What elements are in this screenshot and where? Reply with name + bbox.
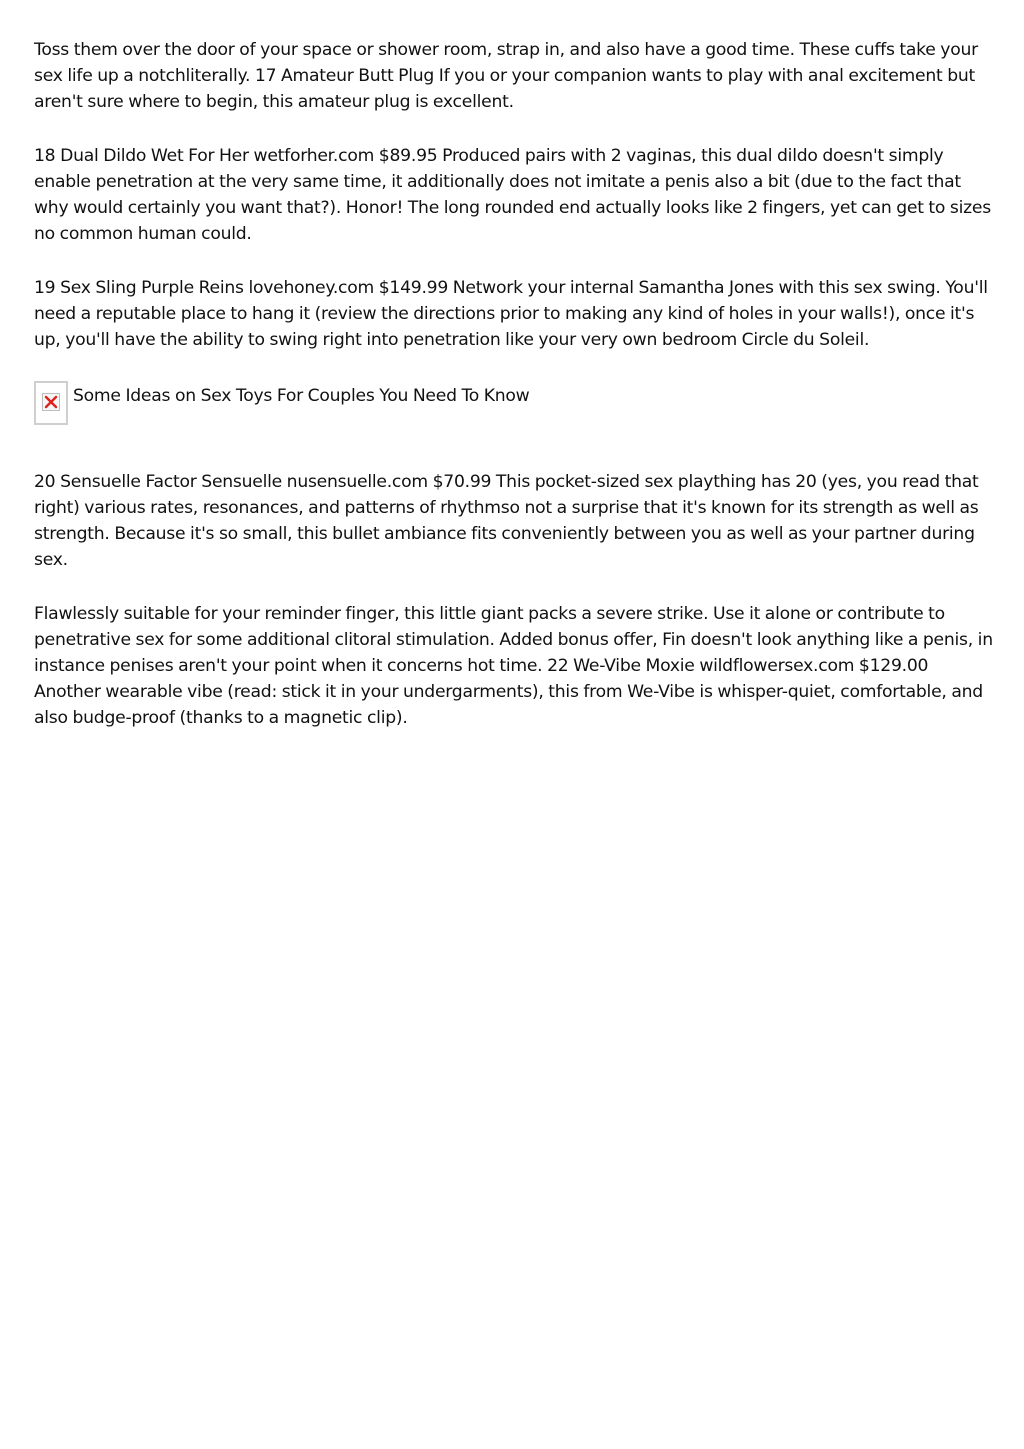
document-page (34, 37, 996, 759)
broken-image-icon (34, 381, 68, 425)
paragraph-1: Toss them over the door of your space or shower room, strap in, and also have a good time. These cuffs take your sex life up a notchliterally. 17 Amateur Butt Plug If you or your companion wants to play with anal excitement but aren't sure where to begin, this amateur plug is excellent. (34, 40, 978, 112)
paragraph-2: 18 Dual Dildo Wet For Her wetforher.com $89.95 Produced pairs with 2 vaginas, this dual dildo doesn't simply enable penetration at the very same time, it additionally does not imitate a penis also a bit (due to the fact that why would certainly you want that?). Honor! The long rounded end actually looks like 2 fingers, yet can get to sizes no common human could. (34, 146, 991, 244)
paragraph-3: 19 Sex Sling Purple Reins lovehoney.com $149.99 Network your internal Samantha Jones with this sex swing. You'll need a reputable place to hang it (review the directions prior to making any kind of holes in your walls!), once it's up, you'll have the ability to swing right into penetration like your very own bedroom Circle du Soleil. (34, 278, 988, 350)
image-alt-text: Some Ideas on Sex Toys For Couples You Need To Know (73, 386, 530, 406)
paragraph-4: 20 Sensuelle Factor Sensuelle nusensuelle.com $70.99 This pocket-sized sex plaything has 20 (yes, you read that right) various rates, resonances, and patterns of rhythmso not a surprise that it's known for its strength as well as strength. Because it's so small, this bullet ambiance fits conveniently between you as well as your partner during sex. (34, 472, 979, 570)
paragraph-5: Flawlessly suitable for your reminder finger, this little giant packs a severe strike. Use it alone or contribute to penetrative sex for some additional clitoral stimulation. Added bonus offer, Fin doesn't look anything like a penis, in instance penises aren't your point when it concerns hot time. 22 We-Vibe Moxie wildflowersex.com $129.00 Another wearable vibe (read: stick it in your undergarments), this from We-Vibe is whisper-quiet, comfortable, and also budge-proof (thanks to a magnetic clip). (34, 604, 993, 728)
embedded-image (34, 381, 996, 429)
